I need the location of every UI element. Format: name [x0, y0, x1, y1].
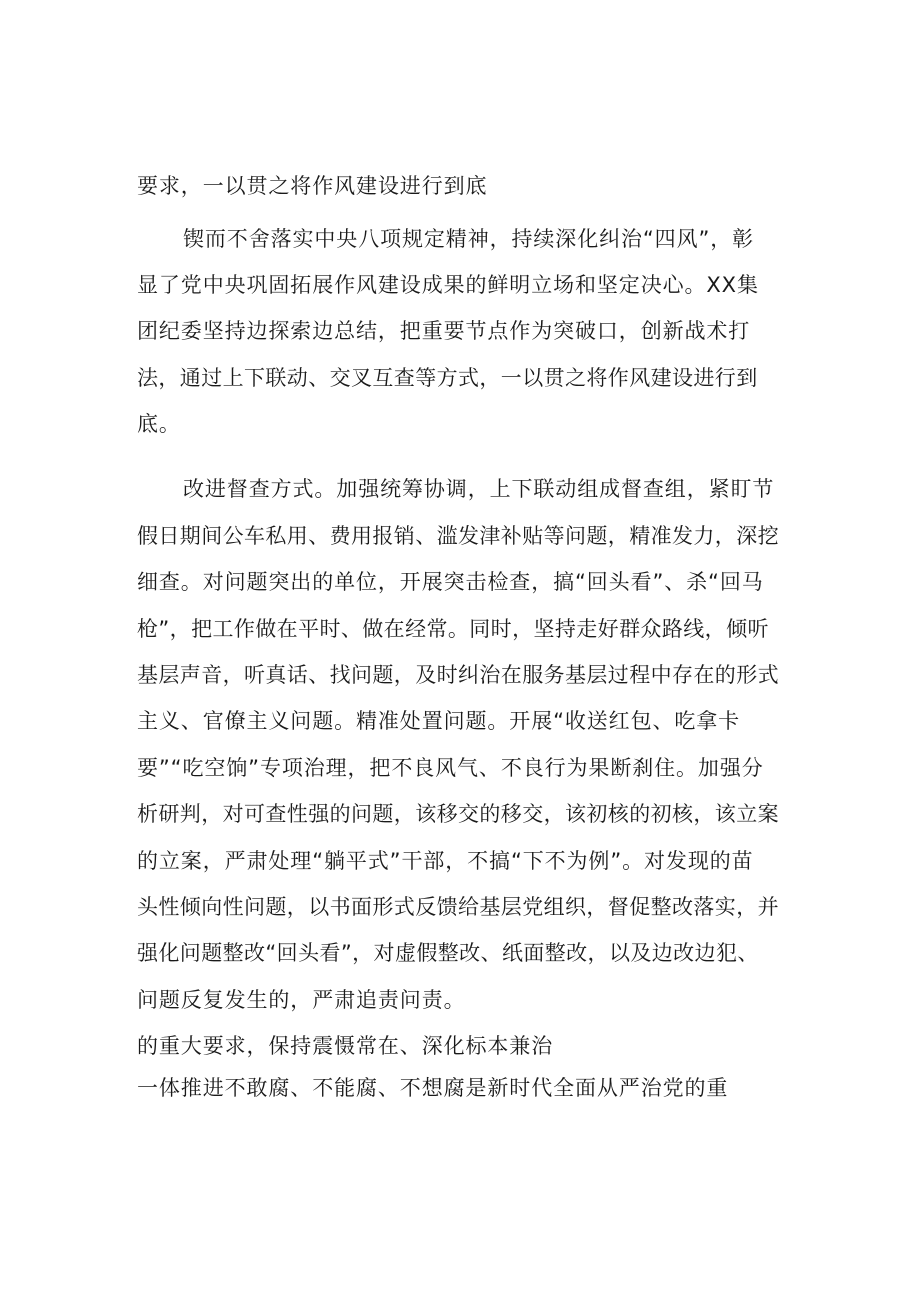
heading-fragment-2: 的重大要求，保持震慑常在、深化标本兼治 [137, 1034, 554, 1058]
paragraph-1-line-4: 法，通过上下联动、交叉互查等方式，一以贯之将作风建设进行到 [137, 366, 758, 390]
paragraph-2-line-11: 强化问题整改“回头看”，对虚假整改、纸面整改，以及边改边犯、 [137, 941, 759, 965]
paragraph-2-line-6: 主义、官僚主义问题。精准处置问题。开展“收送红包、吃拿卡 [137, 709, 741, 733]
paragraph-2-line-2: 假日期间公车私用、费用报销、滥发津补贴等问题，精准发力，深挖 [137, 524, 779, 548]
paragraph-2-line-4: 枪”，把工作做在平时、做在经常。同时，坚持走好群众路线，倾听 [137, 617, 769, 641]
paragraph-1-line-3: 团纪委坚持边探索边总结，把重要节点作为突破口，创新战术打 [137, 319, 751, 343]
paragraph-2-line-5: 基层声音，听真话、找问题，及时纠治在服务基层过程中存在的形式 [137, 663, 779, 687]
paragraph-2-line-12: 问题反复发生的，严肃追责问责。 [137, 988, 466, 1012]
paragraph-1-line-1: 锲而不舍落实中央八项规定精神，持续深化纠治“四风”，彰 [183, 227, 755, 251]
paragraph-2-line-10: 头性倾向性问题，以书面形式反馈给基层党组织，督促整改落实，并 [137, 895, 779, 919]
paragraph-1-line-2: 显了党中央巩固拓展作风建设成果的鲜明立场和坚定决心。XX集 [137, 273, 759, 297]
paragraph-1-line-5: 底。 [137, 412, 181, 436]
paragraph-2-line-7: 要”“吃空饷”专项治理，把不良风气、不良行为果断刹住。加强分 [137, 756, 764, 780]
heading-fragment-1: 要求，一以贯之将作风建设进行到底 [137, 174, 488, 198]
paragraph-2-line-8: 析研判，对可查性强的问题，该移交的移交，该初核的初核，该立案 [137, 802, 779, 826]
paragraph-2-line-1: 改进督查方式。加强统筹协调，上下联动组成督查组，紧盯节 [183, 477, 775, 501]
paragraph-3-line-1: 一体推进不敢腐、不能腐、不想腐是新时代全面从严治党的重 [137, 1076, 729, 1100]
paragraph-2-line-9: 的立案，严肃处理“躺平式”干部，不搞“下不为例”。对发现的苗 [137, 849, 754, 873]
paragraph-2-line-3: 细查。对问题突出的单位，开展突击检查，搞“回头看”、杀“回马 [137, 570, 764, 594]
